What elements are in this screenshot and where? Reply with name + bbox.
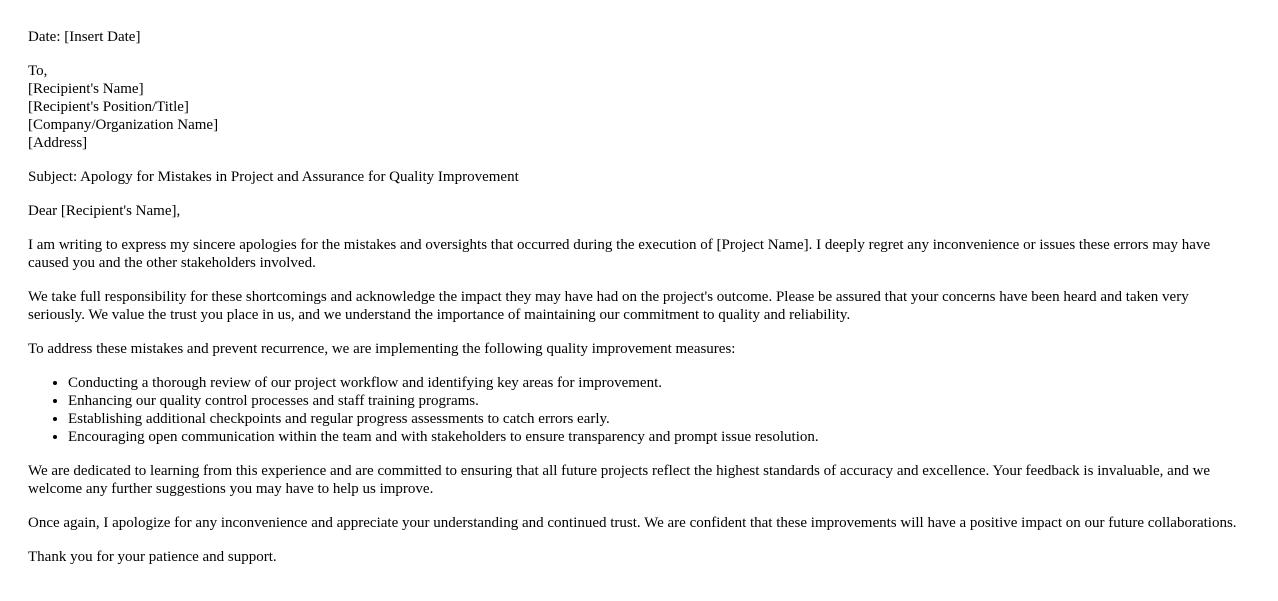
recipient-company: [Company/Organization Name] <box>28 117 219 133</box>
letter-document <box>28 28 1243 582</box>
list-item: • Conducting a thorough review of our project workflow and identifying key areas for improvement. <box>68 374 1243 392</box>
list-item: • Encouraging open communication within the team and with stakeholders to ensure transparency and prompt issue resolution. <box>68 428 1243 446</box>
list-item: • Enhancing our quality control processes and staff training programs. <box>68 392 1243 410</box>
paragraph-responsibility: We take full responsibility for these shortcomings and acknowledge the impact they may have had on the project's outcome. Please be assured that your concerns have been heard and taken very seriously. We value the trust you place in us, and we understand the importance of maintaining our commitment to quality and reliability. <box>28 289 1189 323</box>
salutation: Dear [Recipient's Name], <box>28 203 181 219</box>
paragraph-closing-apology: Once again, I apologize for any inconvenience and appreciate your understanding and continued trust. We are confident that these improvements will have a positive impact on our future collaborations. <box>28 515 1237 531</box>
measures-list <box>28 374 1243 446</box>
recipient-name: [Recipient's Name] <box>28 81 144 97</box>
paragraph-measures-intro: To address these mistakes and prevent recurrence, we are implementing the following quality improvement measures: <box>28 341 736 357</box>
paragraph-commitment: We are dedicated to learning from this experience and are committed to ensuring that all future projects reflect the highest standards of accuracy and excellence. Your feedback is invaluable, and we welcome any further suggestions you may have to help us improve. <box>28 463 1211 497</box>
recipient-block <box>28 62 1243 152</box>
date-line: Date: [Insert Date] <box>28 29 141 45</box>
recipient-position: [Recipient's Position/Title] <box>28 99 189 115</box>
recipient-address: [Address] <box>28 135 88 151</box>
paragraph-thanks: Thank you for your patience and support. <box>28 549 277 565</box>
list-item: • Establishing additional checkpoints and regular progress assessments to catch errors early. <box>68 410 1243 428</box>
paragraph-apology: I am writing to express my sincere apologies for the mistakes and oversights that occurred during the execution of [Project Name]. I deeply regret any inconvenience or issues these errors may have caused you and the other stakeholders involved. <box>28 237 1211 271</box>
subject-line: Subject: Apology for Mistakes in Project and Assurance for Quality Improvement <box>28 169 519 185</box>
recipient-to: To, <box>28 63 48 79</box>
